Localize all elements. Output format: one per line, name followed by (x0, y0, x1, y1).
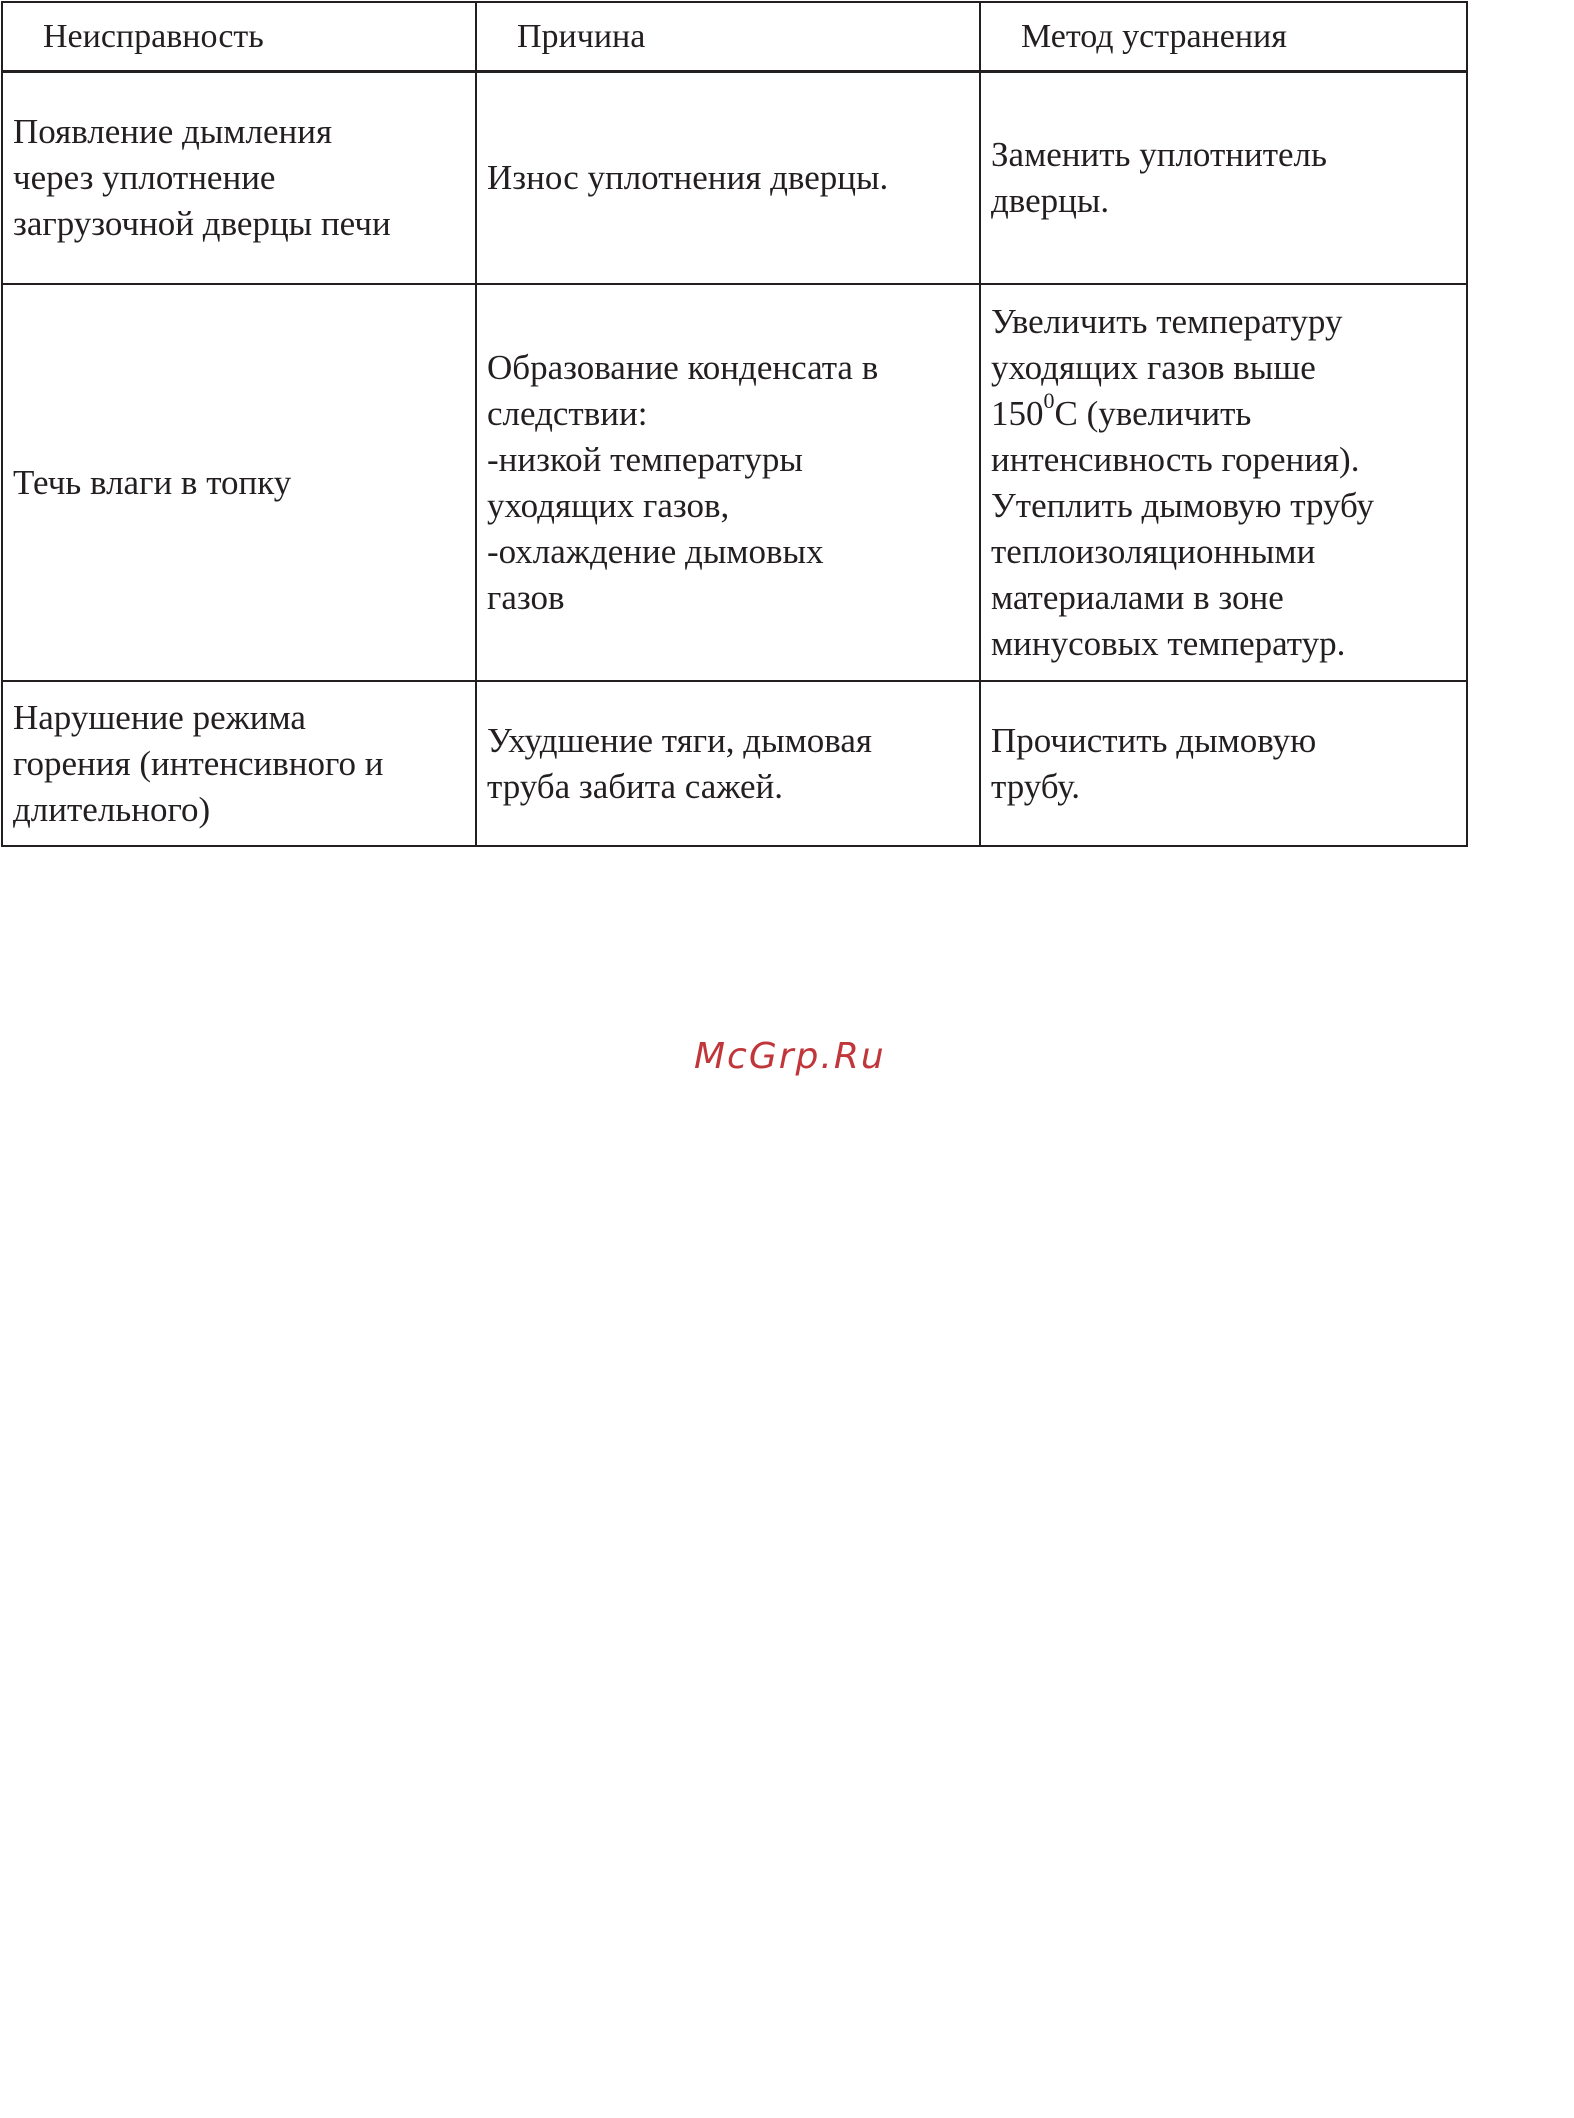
table-header-row (2, 2, 1467, 72)
header-fault: Неисправность (2, 2, 476, 72)
remedy-cell: Заменить уплотнитель дверцы. (980, 72, 1467, 285)
header-cause: Причина (476, 2, 980, 72)
remedy-cell: Прочистить дымовую трубу. (980, 681, 1467, 846)
remedy-cell (980, 284, 1467, 681)
table-row (2, 72, 1467, 285)
fault-cell: Нарушение режима горения (интенсивного и длительного) (2, 681, 476, 846)
remedy-text-part: Увеличить температуру уходящих газов выше 150 (991, 301, 1343, 433)
cause-cell: Ухудшение тяги, дымовая труба забита сажей. (476, 681, 980, 846)
fault-cell: Появление дымления через уплотнение загрузочной дверцы печи (2, 72, 476, 285)
troubleshooting-table (1, 1, 1468, 847)
remedy-text-part: С (увеличить интенсивность горения). Утеплить дымовую трубу теплоизоляционными материалами в зоне минусовых температур. (991, 393, 1375, 663)
fault-cell: Течь влаги в топку (2, 284, 476, 681)
table-row (2, 681, 1467, 846)
watermark-text: McGrp.Ru (694, 1036, 886, 1077)
degree-superscript: 0 (1043, 387, 1055, 413)
cause-cell: Износ уплотнения дверцы. (476, 72, 980, 285)
header-remedy: Метод устранения (980, 2, 1467, 72)
cause-cell: Образование конденсата в следствии: -низкой температуры уходящих газов, -охлаждение дымовых газов (476, 284, 980, 681)
table-row (2, 284, 1467, 681)
